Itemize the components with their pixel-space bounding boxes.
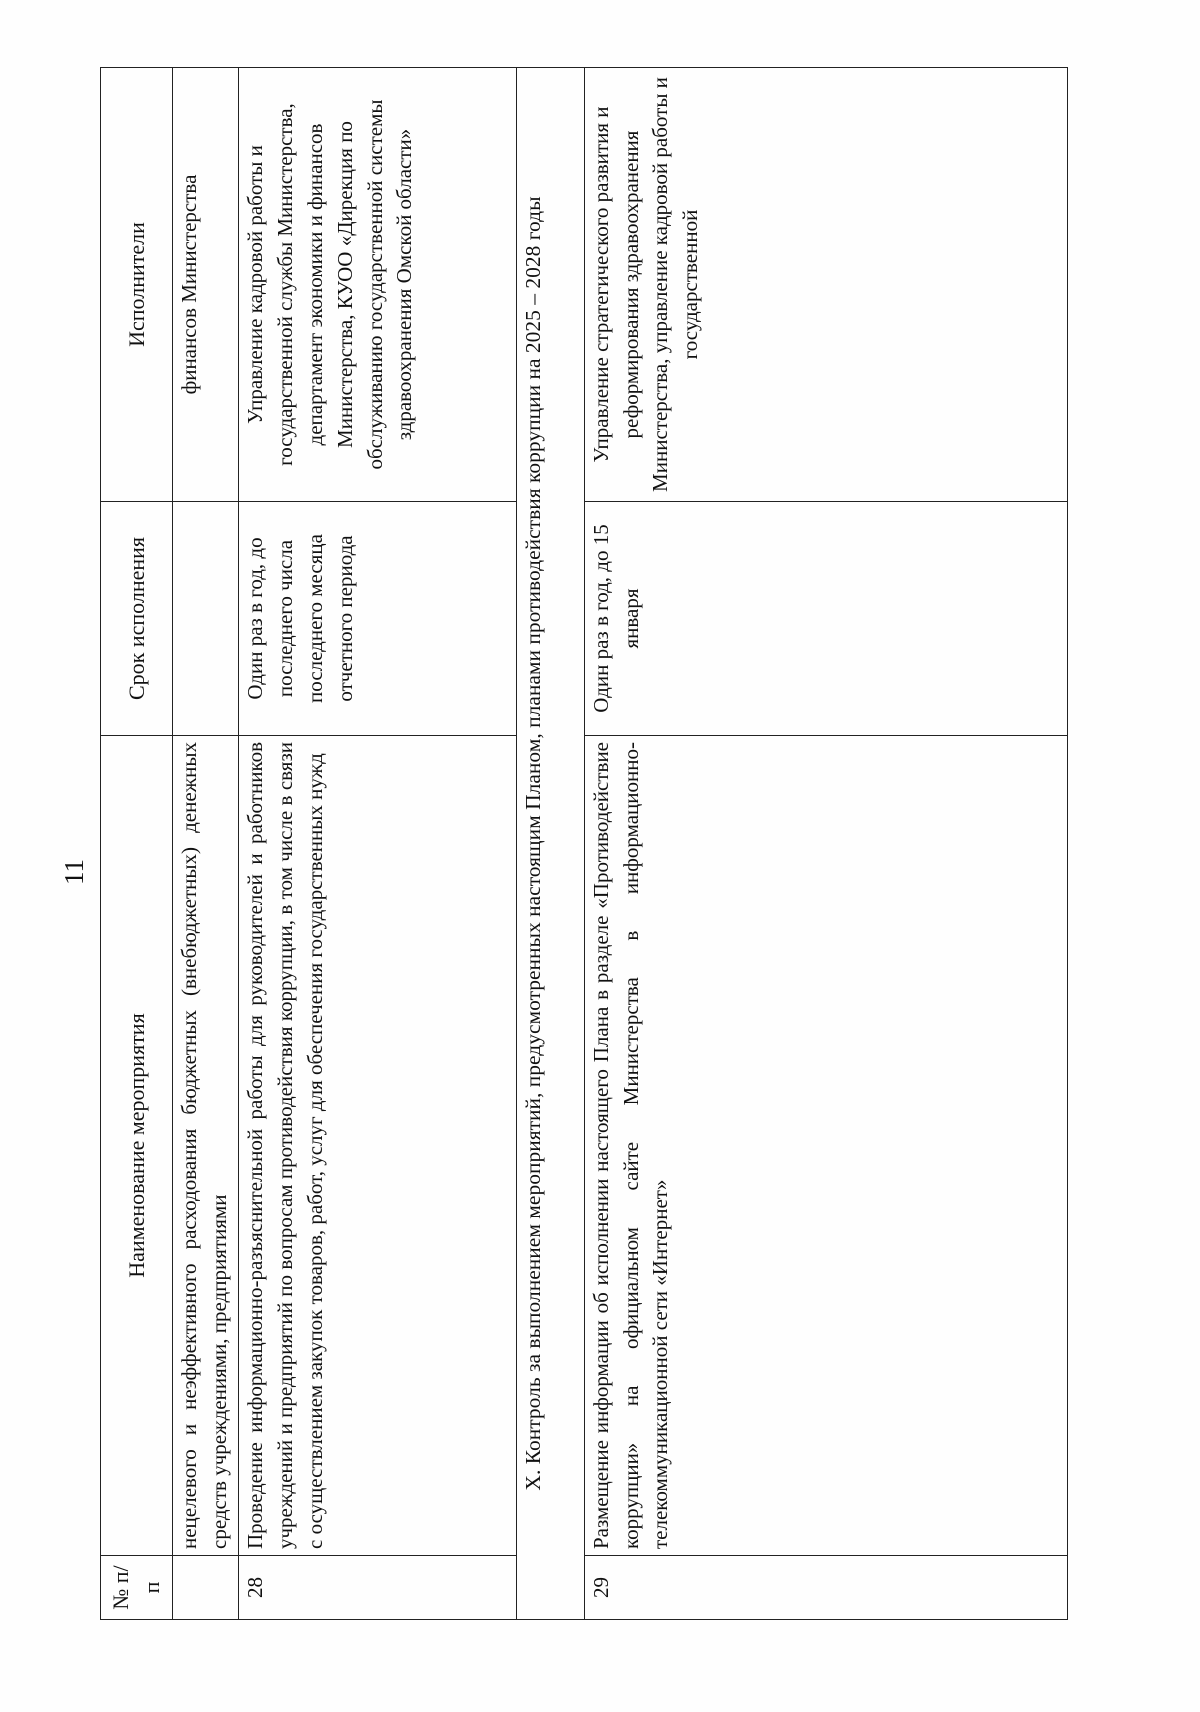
row-num — [172, 1556, 238, 1620]
row-name: нецелевого и неэффективного расходования бюджетных (внебюджетных) денежных средств учреждениями, предприятиями — [172, 736, 238, 1556]
page-number: 11 — [59, 859, 89, 885]
section-title: X. Контроль за выполнением мероприятий, предусмотренных настоящим Планом, планами противодействия коррупции на 2025 – 2028 годы — [516, 68, 584, 1620]
row-term — [172, 502, 238, 736]
row-name: Размещение информации об исполнении настоящего Плана в разделе «Противодействие коррупции» на официальном сайте Министерства в информационно-телекоммуникационной сети «Интернет» — [584, 736, 1067, 1556]
row-executors: Управление кадровой работы и государственной службы Министерства, департамент экономики и финансов Министерства, КУОО «Дирекция по обслуживанию государственной системы здравоохранения Омской области» — [239, 68, 517, 502]
header-term: Срок исполнения — [101, 502, 173, 736]
table-header-row — [101, 68, 173, 1620]
table-row — [584, 68, 1067, 1620]
row-name: Проведение информационно-разъяснительной работы для руководителей и работников учреждений и предприятий по вопросам противодействия коррупции, в том числе в связи с осуществлением закупок товаров, работ, услуг для обеспечения государственных нужд — [239, 736, 517, 1556]
row-executors: финансов Министерства — [172, 68, 238, 502]
row-num: 29 — [584, 1556, 1067, 1620]
row-num: 28 — [239, 1556, 517, 1620]
header-executors: Исполнители — [101, 68, 173, 502]
row-executors: Управление стратегического развития и реформирования здравоохранения Министерства, управление кадровой работы и государственной — [584, 68, 1067, 502]
action-plan-table — [100, 67, 1068, 1620]
table-row — [172, 68, 238, 1620]
table-row — [239, 68, 517, 1620]
rotated-table-container — [100, 68, 1068, 1620]
section-row — [516, 68, 584, 1620]
row-term: Один раз в год, до последнего числа последнего месяца отчетного периода — [239, 502, 517, 736]
row-term: Один раз в год, до 15 января — [584, 502, 1067, 736]
header-num: № п/п — [101, 1556, 173, 1620]
header-name: Наименование мероприятия — [101, 736, 173, 1556]
